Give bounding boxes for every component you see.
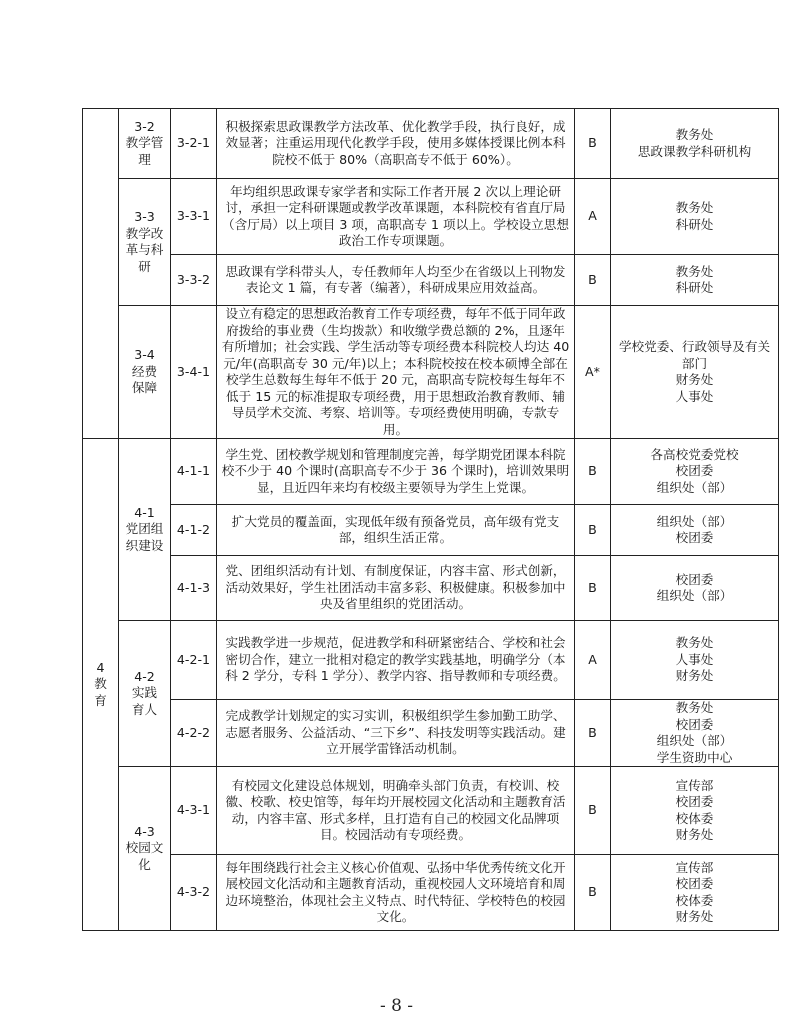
indicator-content: 完成教学计划规定的实习实训，积极组织学生参加勤工助学、志愿者服务、公益活动、“三下乡”、科技发明等实践活动。建立开展学雷锋活动机制。 — [217, 700, 575, 767]
sub-indicator-cell: 4-1 党团组 织建设 — [119, 439, 171, 621]
dimension-cell-3 — [83, 109, 119, 439]
indicator-level: B — [575, 700, 611, 767]
responsible-departments: 宣传部 校团委 校体委 财务处 — [611, 855, 779, 931]
indicator-code: 3-3-2 — [171, 255, 217, 306]
indicator-level: A — [575, 179, 611, 255]
table-row — [83, 109, 779, 179]
indicator-content: 积极探索思政课教学方法改革、优化教学手段，执行良好，成效显著；注重运用现代化教学手段，使用多媒体授课比例本科院校不低于 80%（高职高专不低于 60%）。 — [217, 109, 575, 179]
table-row — [83, 255, 779, 306]
dimension-number: 4 — [96, 659, 105, 675]
responsible-departments: 教务处 思政课教学科研机构 — [611, 109, 779, 179]
indicator-level: B — [575, 255, 611, 306]
sub-indicator-cell: 4-3 校园文 化 — [119, 767, 171, 931]
indicator-code: 4-2-2 — [171, 700, 217, 767]
criteria-table — [82, 108, 779, 931]
table-row — [83, 505, 779, 556]
table-row — [83, 306, 779, 439]
indicator-code: 4-2-1 — [171, 621, 217, 700]
responsible-departments: 各高校党委党校 校团委 组织处（部） — [611, 439, 779, 505]
indicator-level: B — [575, 505, 611, 556]
indicator-content: 有校园文化建设总体规划，明确牵头部门负责，有校训、校徽、校歌、校史馆等，每年均开展校园文化活动和主题教育活动，内容丰富、形式多样，且打造有自己的校园文化品牌项目。校园活动有专项经费。 — [217, 767, 575, 855]
indicator-content: 实践教学进一步规范，促进教学和科研紧密结合、学校和社会密切合作，建立一批相对稳定的教学实践基地，明确学分（本科 2 学分，专科 1 学分）、教学内容、指导教师和专项经费。 — [217, 621, 575, 700]
table-row — [83, 700, 779, 767]
indicator-level: A — [575, 621, 611, 700]
responsible-departments: 校团委 组织处（部） — [611, 556, 779, 621]
responsible-departments: 教务处 人事处 财务处 — [611, 621, 779, 700]
indicator-code: 3-3-1 — [171, 179, 217, 255]
indicator-code: 4-1-2 — [171, 505, 217, 556]
dimension-name: 教 育 — [94, 676, 107, 708]
indicator-level: B — [575, 109, 611, 179]
indicator-level: B — [575, 439, 611, 505]
sub-indicator-cell: 3-4 经费 保障 — [119, 306, 171, 439]
sub-indicator-cell: 3-2 教学管 理 — [119, 109, 171, 179]
indicator-code: 4-3-1 — [171, 767, 217, 855]
responsible-departments: 学校党委、行政领导及有关部门 财务处 人事处 — [611, 306, 779, 439]
indicator-content: 扩大党员的覆盖面，实现低年级有预备党员，高年级有党支部，组织生活正常。 — [217, 505, 575, 556]
indicator-code: 3-4-1 — [171, 306, 217, 439]
indicator-content: 学生党、团校教学规划和管理制度完善，每学期党团课本科院校不少于 40 个课时(高职高专不少于 36 个课时)，培训效果明显，且近四年来均有校级主要领导为学生上党课。 — [217, 439, 575, 505]
indicator-level: B — [575, 855, 611, 931]
sub-indicator-cell: 3-3 教学改 革与科 研 — [119, 179, 171, 306]
responsible-departments: 宣传部 校团委 校体委 财务处 — [611, 767, 779, 855]
table-row — [83, 621, 779, 700]
table-row — [83, 855, 779, 931]
table-row — [83, 556, 779, 621]
page-number: - 8 - — [379, 996, 414, 1016]
indicator-content: 思政课有学科带头人，专任教师年人均至少在省级以上刊物发表论文 1 篇，有专著（编著），科研成果应用效益高。 — [217, 255, 575, 306]
table-row — [83, 179, 779, 255]
indicator-code: 4-1-1 — [171, 439, 217, 505]
indicator-content: 每年围绕践行社会主义核心价值观、弘扬中华优秀传统文化开展校园文化活动和主题教育活动，重视校园人文环境培育和周边环境整治，体现社会主义特点、时代特征、学校特色的校园文化。 — [217, 855, 575, 931]
indicator-code: 3-2-1 — [171, 109, 217, 179]
indicator-level: B — [575, 556, 611, 621]
table-row — [83, 767, 779, 855]
dimension-cell-4 — [83, 439, 119, 931]
indicator-content: 党、团组织活动有计划、有制度保证，内容丰富、形式创新，活动效果好，学生社团活动丰富多彩、积极健康。积极参加中央及省里组织的党团活动。 — [217, 556, 575, 621]
responsible-departments: 教务处 科研处 — [611, 179, 779, 255]
responsible-departments: 教务处 科研处 — [611, 255, 779, 306]
indicator-level: B — [575, 767, 611, 855]
indicator-code: 4-1-3 — [171, 556, 217, 621]
table-row — [83, 439, 779, 505]
indicator-content: 设立有稳定的思想政治教育工作专项经费，每年不低于同年政府拨给的事业费（生均拨款）和收缴学费总额的 2%，且逐年有所增加；社会实践、学生活动等专项经费本科院校人均达 40 元/年(高职高专 30 元/年)以上；本科院校按在校本硕博全部在校学生总数每生每年不低于 20 元，高职高专院校每生每年不低于 15 元的标准提取专项经费，用于思想政治教育教师、辅导员学术交流、考察、培训等。专项经费使用明确，专款专用。 — [217, 306, 575, 439]
indicator-content: 年均组织思政课专家学者和实际工作者开展 2 次以上理论研讨，承担一定科研课题或教学改革课题，本科院校有省直厅局（含厅局）以上项目 3 项，高职高专 1 项以上。学校设立思想政治工作专项课题。 — [217, 179, 575, 255]
sub-indicator-cell: 4-2 实践 育人 — [119, 621, 171, 767]
indicator-code: 4-3-2 — [171, 855, 217, 931]
responsible-departments: 组织处（部） 校团委 — [611, 505, 779, 556]
responsible-departments: 教务处 校团委 组织处（部） 学生资助中心 — [611, 700, 779, 767]
indicator-level: A* — [575, 306, 611, 439]
